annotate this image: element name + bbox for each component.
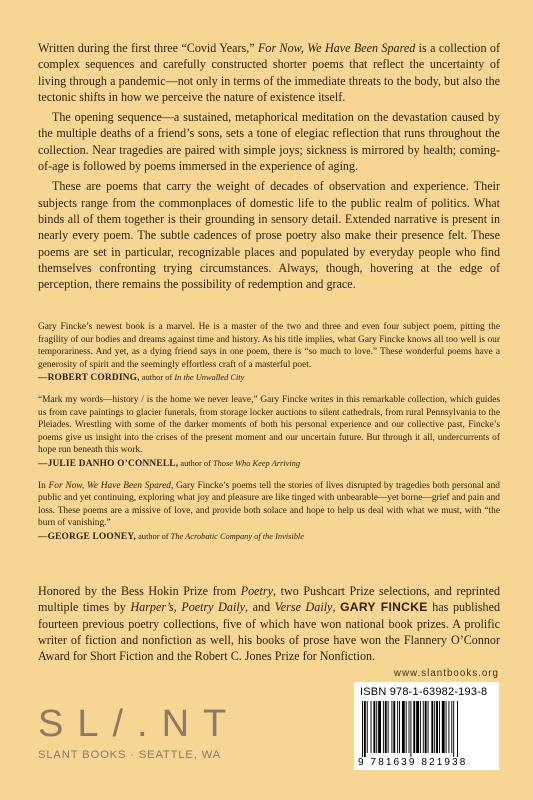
- endorsement-cording: [38, 321, 500, 385]
- endorsement-oconnell: [38, 394, 500, 471]
- author-of-label: author of: [139, 373, 175, 383]
- description-paragraph-1: [38, 40, 500, 105]
- endorser-name: —GEORGE LOONEY,: [38, 531, 136, 542]
- bio-text: , and: [245, 600, 275, 615]
- endorser-book: Those Who Keep Arriving: [212, 458, 301, 468]
- bio-text: Honored by the Bess Hokin Prize from: [38, 584, 241, 598]
- description-paragraph-3: These are poems that carry the weight of decades of observation and experience. Their subjects range from the commonplaces of domestic life to the public realm of politics. What binds all of them together is their grounding in sensory detail. Extended narrative is present in nearly every poem. The subtle cadences of prose poetry also make their presence felt. These poems are set in particular, recognizable places and populated by everyday people who find themselves confronting trying circumstances. Always, though, hovering at the edge of perception, there remains the possibility of redemption and grace.: [38, 179, 500, 292]
- endorser-name: —ROBERT CORDING,: [38, 373, 140, 384]
- author-of-label: author of: [136, 531, 171, 541]
- endorsement-quote: “Mark my words—history / is the home we never leave,” Gary Fincke writes in this remarkable collection, which guides us from cave paintings to glacier funerals, from storage locker auctions to silent cathedrals, from rural Pennsylvania to the Pleiades. Wrestling with some of the darker moments of both his personal experience and our collective past, Fincke’s poems give us insight into the crises of the present moment and our uncertain future. But through it all, undercurrents of hope run beneath this work.: [38, 394, 500, 456]
- bio-text: ,: [332, 600, 341, 615]
- author-of-label: author of: [178, 458, 213, 468]
- endorsement-attribution: [38, 458, 500, 471]
- isbn-number: ISBN 978-1-63982-193-8: [360, 686, 488, 698]
- bio-text: , two Pushcart Prize selections, and reprinted multiple times by: [38, 584, 500, 615]
- endorsement-looney: [38, 480, 500, 544]
- bio-text: ,: [173, 600, 182, 615]
- isbn-barcode: [354, 682, 499, 770]
- publication-name: Poetry Daily: [181, 600, 246, 615]
- publication-name: Poetry: [240, 584, 273, 598]
- publisher-location: SLANT BOOKS · SEATTLE, WA: [38, 749, 222, 761]
- endorsement-text: In: [38, 480, 49, 491]
- publisher-website: www.slantbooks.org: [393, 668, 499, 679]
- endorsements: [38, 321, 500, 553]
- endorser-name: —JULIE DANHO O’CONNELL,: [38, 458, 179, 469]
- description-text: Written during the first three “Covid Years,”: [38, 41, 259, 55]
- book-title: For Now, We Have Been Spared: [258, 41, 416, 55]
- endorsement-quote: Gary Fincke’s newest book is a marvel. He is a master of the two and three and even four subject poem, pitting the fragility of our bodies and dreams against time and history. As his title implies, what Gary Fincke knows all too well is our temporariness. And yet, as a dying friend says in one poem, there is “so much to love.” These wonderful poems have a generosity of spirit and the seemingly effortless craft of a masterful poet.: [38, 322, 500, 370]
- endorsement-text: , Gary Fincke’s poems tell the stories of lives disrupted by tragedies both personal and public and yet continuing, exploring what joy and pleasure are like tinged with unbearable—yet borne—grief and pain and loss. These poems are a missive of love, and provide both solace and hope to help us deal with what we must, with “the burn of vanishing.”: [38, 480, 500, 529]
- endorser-book: The Acrobatic Company of the Invisible: [170, 531, 304, 541]
- author-bio-paragraph: [38, 583, 500, 664]
- endorsement-attribution: [38, 372, 500, 385]
- publication-name: Verse Daily: [274, 600, 333, 615]
- endorsement-quote: [38, 480, 500, 530]
- description-paragraph-2: The opening sequence—a sustained, metaphorical meditation on the devastation caused by the multiple deaths of a friend’s sons, sets a tone of elegiac reflection that runs throughout the collection. Near tragedies are paired with simple joys; sickness is mirrored by health; coming-of-age is followed by poems immersed in the experience of aging.: [38, 110, 500, 174]
- book-title: For Now, We Have Been Spared: [48, 480, 171, 491]
- book-description: [38, 40, 500, 296]
- barcode-digits: 9 781639 821938: [358, 757, 468, 768]
- author-bio: [38, 583, 500, 664]
- slant-logo: SL/.NT: [38, 703, 241, 745]
- bio-text: has published fourteen previous poetry collections, five of which have won national book prizes. A prolific writer of fiction and nonfiction as well, his books of prose have won the Flannery O’Connor Award for Short Fiction and the Robert C. Jones Prize for Nonfiction.: [38, 600, 500, 664]
- endorsement-attribution: [38, 531, 500, 544]
- publication-name: Harper’s: [130, 600, 174, 615]
- endorser-book: In the Unwalled City: [174, 373, 245, 383]
- description-text: is a collection of complex sequences and carefully constructed shorter poems that reflect the uncertainty of living through a pandemic—not only in terms of the immediate threats to the body, but also the tectonic shifts in how we perceive the nature of existence itself.: [38, 41, 500, 104]
- author-name: GARY FINCKE: [340, 600, 428, 615]
- barcode-graphic: [360, 701, 493, 757]
